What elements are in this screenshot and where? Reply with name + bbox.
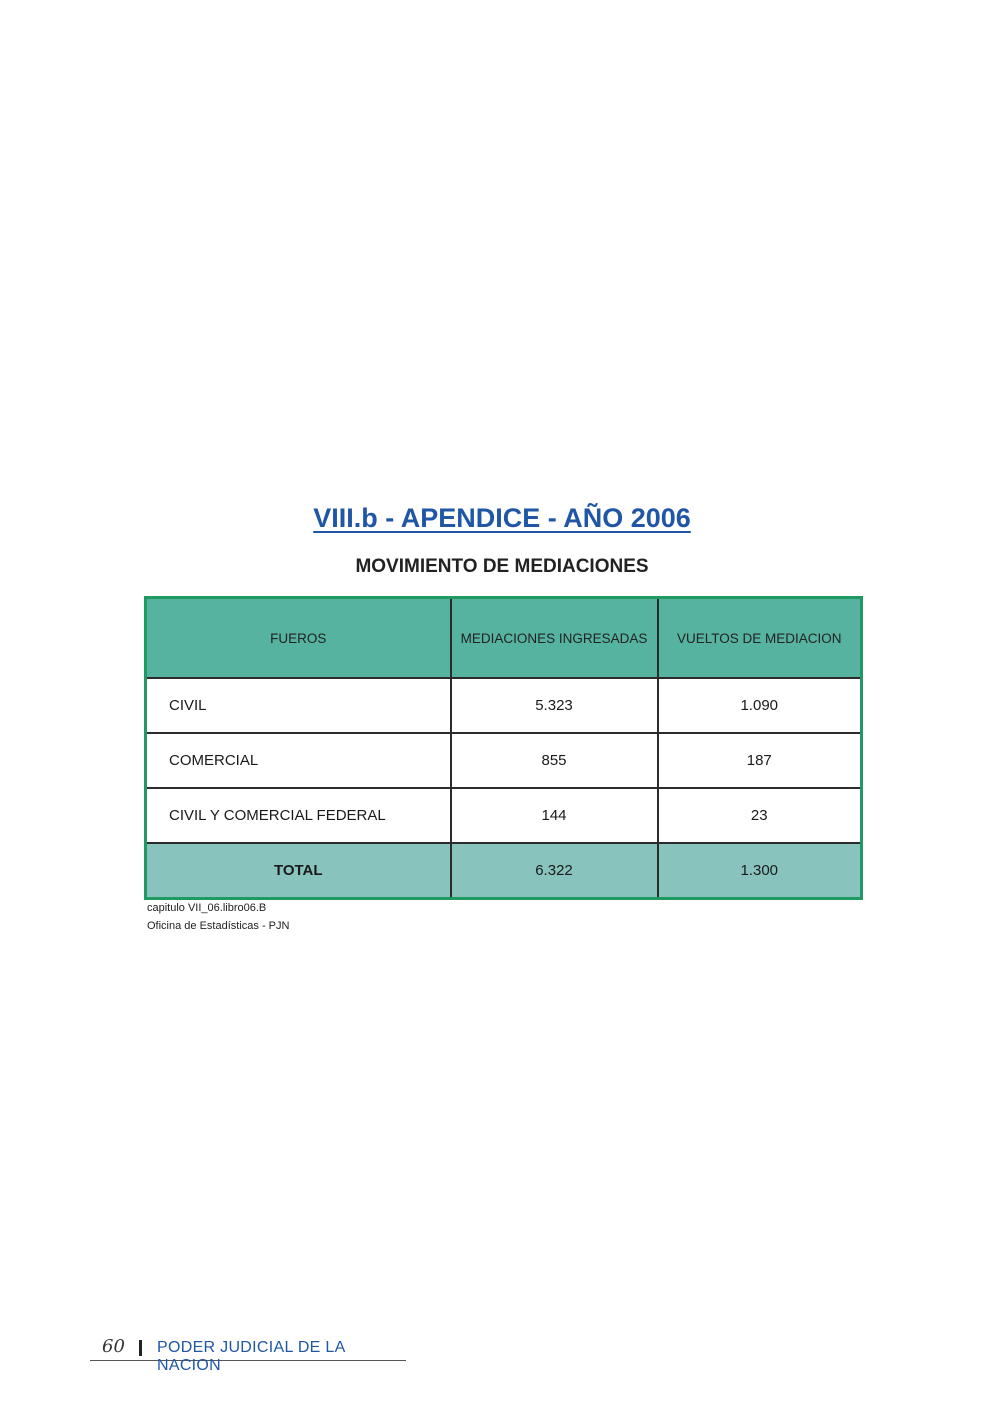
source-office: Oficina de Estadísticas - PJN bbox=[147, 920, 290, 932]
total-ingresadas: 6.322 bbox=[451, 843, 658, 899]
page-footer bbox=[90, 1336, 406, 1374]
row-fuero: CIVIL Y COMERCIAL FEDERAL bbox=[146, 788, 451, 843]
page-title: VIII.b - APENDICE - AÑO 2006 bbox=[313, 503, 691, 533]
source-file: capitulo VII_06.libro06.B bbox=[147, 902, 267, 914]
header-vueltos-de-mediacion: VUELTOS DE MEDIACION bbox=[658, 598, 862, 679]
page-number: 60 bbox=[102, 1336, 125, 1357]
footer-organization: PODER JUDICIAL DE LA NACION bbox=[157, 1339, 345, 1374]
total-vueltos: 1.300 bbox=[658, 843, 862, 899]
total-label: TOTAL bbox=[146, 843, 451, 899]
row-vueltos: 187 bbox=[658, 733, 862, 788]
table-subtitle: MOVIMIENTO DE MEDIACIONES bbox=[355, 556, 649, 577]
table-row bbox=[146, 733, 862, 788]
header-mediaciones-ingresadas: MEDIACIONES INGRESADAS bbox=[451, 598, 658, 679]
row-fuero: CIVIL bbox=[146, 678, 451, 733]
row-ingresadas: 144 bbox=[451, 788, 658, 843]
row-ingresadas: 855 bbox=[451, 733, 658, 788]
footer-separator bbox=[139, 1340, 142, 1356]
header-fueros: FUEROS bbox=[146, 598, 451, 679]
row-ingresadas: 5.323 bbox=[451, 678, 658, 733]
table-total-row bbox=[146, 843, 862, 899]
source-note bbox=[147, 899, 289, 935]
table-row bbox=[146, 678, 862, 733]
row-vueltos: 23 bbox=[658, 788, 862, 843]
mediaciones-table bbox=[144, 596, 863, 900]
table-row bbox=[146, 788, 862, 843]
row-fuero: COMERCIAL bbox=[146, 733, 451, 788]
row-vueltos: 1.090 bbox=[658, 678, 862, 733]
table-header-row bbox=[146, 598, 862, 679]
